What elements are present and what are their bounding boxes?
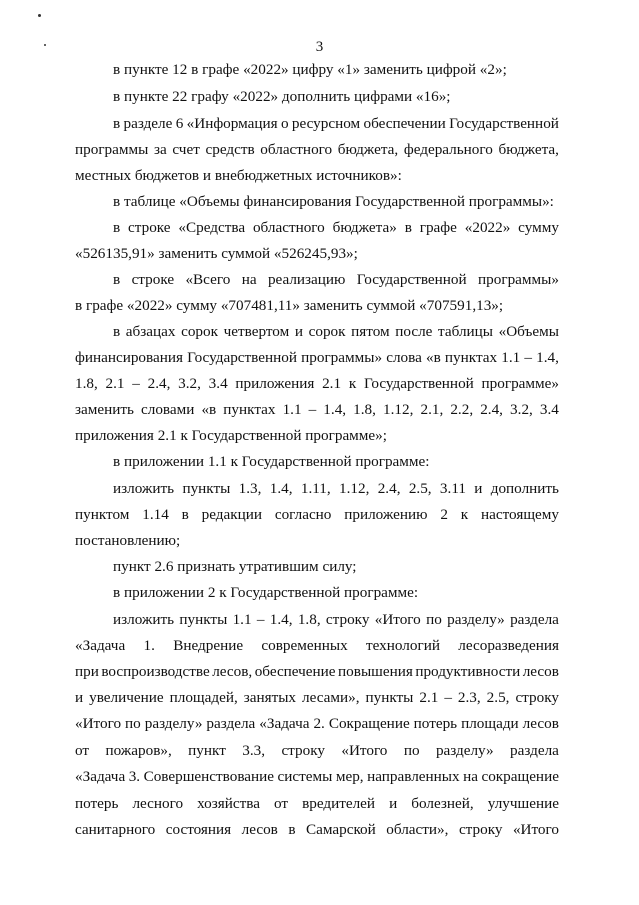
word: строке bbox=[128, 219, 171, 236]
word: после bbox=[395, 323, 433, 340]
word: разделе bbox=[123, 115, 173, 132]
word: 2 bbox=[440, 506, 448, 523]
word: 3.11 bbox=[439, 480, 466, 497]
word: 6 bbox=[175, 115, 184, 132]
text-line: в таблице «Объемы финансирования Государственной программы»: bbox=[113, 193, 554, 210]
word: раздела bbox=[510, 611, 559, 628]
word: в bbox=[113, 271, 121, 288]
word: к bbox=[348, 375, 357, 392]
text-line-justified bbox=[75, 141, 559, 159]
word: увеличение bbox=[89, 689, 164, 706]
word: – bbox=[524, 349, 532, 366]
word: от bbox=[273, 795, 289, 812]
text-line-justified bbox=[113, 219, 559, 237]
word: 1.12, bbox=[383, 401, 414, 418]
text-line: «526135,91» заменить суммой «526245,93»; bbox=[75, 245, 358, 262]
text-line-justified bbox=[75, 768, 559, 786]
word: 1.14 bbox=[142, 506, 169, 523]
word: областного bbox=[260, 141, 333, 158]
word: современных bbox=[261, 637, 348, 654]
word: 1.12, bbox=[339, 480, 370, 497]
word: программы» bbox=[301, 349, 383, 366]
word: в bbox=[113, 219, 121, 236]
page-number: 3 bbox=[315, 39, 324, 55]
word: пункты bbox=[365, 689, 414, 706]
word: «2022» bbox=[464, 219, 511, 236]
word: направленных bbox=[367, 768, 460, 785]
word: обеспечении bbox=[363, 115, 446, 132]
text-line-justified bbox=[113, 611, 559, 629]
word: 1.4, bbox=[323, 401, 347, 418]
text-line-justified bbox=[75, 349, 559, 367]
word: – bbox=[308, 401, 317, 418]
word: «Итого bbox=[75, 715, 122, 732]
word: 1.1 bbox=[232, 611, 252, 628]
word: санитарного bbox=[75, 821, 156, 838]
word: 2.4, bbox=[480, 401, 503, 418]
word: 2.3, bbox=[457, 689, 481, 706]
word: вредителей bbox=[302, 795, 376, 812]
word: 1.4, bbox=[269, 480, 293, 497]
word: 1.4, bbox=[269, 611, 293, 628]
word: реализацию bbox=[267, 271, 346, 288]
word: разделу» bbox=[435, 742, 494, 759]
word: 3. bbox=[128, 768, 141, 785]
text-line: местных бюджетов и внебюджетных источников»: bbox=[75, 167, 402, 184]
word: программе» bbox=[481, 375, 559, 392]
word: по bbox=[125, 715, 141, 732]
word: 1.11, bbox=[300, 480, 331, 497]
word: 3.4 bbox=[208, 375, 228, 392]
word: 1.1 bbox=[501, 349, 521, 366]
word: средств bbox=[205, 141, 255, 158]
word: 2.5, bbox=[408, 480, 432, 497]
word: «Средства bbox=[178, 219, 246, 236]
word: словами bbox=[141, 401, 195, 418]
word: сорок bbox=[308, 323, 346, 340]
word: ресурсном bbox=[291, 115, 361, 132]
word: лесоразведения bbox=[458, 637, 559, 654]
word: Внедрение bbox=[173, 637, 244, 654]
word: к bbox=[460, 506, 469, 523]
word: при bbox=[75, 663, 99, 680]
word: на bbox=[463, 768, 478, 785]
word: занятых bbox=[243, 689, 297, 706]
word: и bbox=[75, 689, 84, 706]
word: 1.4, bbox=[536, 349, 559, 366]
word: лесов bbox=[522, 715, 559, 732]
word: в bbox=[404, 219, 412, 236]
word: лесов bbox=[241, 821, 278, 838]
word: 1. bbox=[143, 637, 155, 654]
text-line-justified bbox=[75, 795, 559, 813]
word: «Итого bbox=[512, 821, 559, 838]
word: лесов bbox=[522, 663, 559, 680]
text-line: пункт 2.6 признать утратившим силу; bbox=[113, 558, 357, 575]
text-line-justified bbox=[75, 742, 559, 760]
word: приложению bbox=[344, 506, 428, 523]
text-line-justified bbox=[113, 480, 559, 498]
word: 2.1, bbox=[420, 401, 444, 418]
word: бюджета, bbox=[337, 141, 399, 158]
word: 2.1 bbox=[105, 375, 125, 392]
word: сокращение bbox=[481, 768, 559, 785]
word: изложить bbox=[113, 611, 175, 628]
word: пунктах bbox=[223, 401, 276, 418]
word: повышения bbox=[338, 663, 413, 680]
text-line-justified bbox=[75, 663, 559, 681]
word: «Итого bbox=[341, 742, 388, 759]
word: 3.4 bbox=[539, 401, 559, 418]
word: в bbox=[113, 115, 121, 132]
word: от bbox=[75, 742, 90, 759]
word: «Задача bbox=[75, 637, 126, 654]
word: лесов, bbox=[212, 663, 253, 680]
word: пунктах bbox=[444, 349, 498, 366]
word: 2.1 bbox=[419, 689, 439, 706]
word: федерального bbox=[403, 141, 493, 158]
scan-speck bbox=[38, 14, 41, 17]
word: областного bbox=[252, 219, 325, 236]
word: 3.2, bbox=[510, 401, 533, 418]
word: мер, bbox=[335, 768, 364, 785]
word: «Информация bbox=[186, 115, 278, 132]
word: по bbox=[403, 742, 420, 759]
word: 1.8, bbox=[75, 375, 98, 392]
word: технологий bbox=[366, 637, 440, 654]
word: 3.2, bbox=[178, 375, 201, 392]
word: 3.3, bbox=[242, 742, 266, 759]
word: четвертом bbox=[223, 323, 290, 340]
word: за bbox=[153, 141, 167, 158]
word: дополнить bbox=[490, 480, 559, 497]
word: счет bbox=[172, 141, 200, 158]
word: болезней, bbox=[411, 795, 474, 812]
text-line-justified bbox=[113, 271, 559, 289]
word: пятом bbox=[351, 323, 390, 340]
text-line: в приложении 2 к Государственной программе: bbox=[113, 584, 419, 601]
word: состояния bbox=[165, 821, 232, 838]
word: пожаров», bbox=[105, 742, 172, 759]
word: таблицы bbox=[438, 323, 493, 340]
word: разделу» bbox=[447, 611, 505, 628]
word: 2. bbox=[313, 715, 325, 732]
word: слова bbox=[386, 349, 422, 366]
word: «Итого bbox=[374, 611, 421, 628]
word: строку bbox=[281, 742, 325, 759]
word: «в bbox=[426, 349, 441, 366]
word: Самарской bbox=[306, 821, 376, 838]
word: «Всего bbox=[185, 271, 231, 288]
word: настоящему bbox=[480, 506, 559, 523]
word: потерь bbox=[75, 795, 119, 812]
word: абзацах bbox=[125, 323, 176, 340]
word: изложить bbox=[113, 480, 175, 497]
text-line: в пункте 12 в графе «2022» цифру «1» заменить цифрой «2»; bbox=[113, 61, 507, 78]
word: «Задача bbox=[259, 715, 310, 732]
word: площади bbox=[461, 715, 519, 732]
word: области», bbox=[386, 821, 449, 838]
text-line: в приложении 1.1 к Государственной программе: bbox=[113, 453, 430, 470]
word: 2.4, bbox=[377, 480, 401, 497]
word: бюджета» bbox=[332, 219, 397, 236]
word: в bbox=[288, 821, 296, 838]
word: графе bbox=[419, 219, 457, 236]
word: Государственной bbox=[449, 115, 559, 132]
word: Сокращение bbox=[328, 715, 410, 732]
word: Совершенствование bbox=[143, 768, 275, 785]
word: в bbox=[113, 323, 121, 340]
text-line-justified bbox=[75, 375, 559, 393]
word: «Объемы bbox=[498, 323, 559, 340]
word: лесного bbox=[132, 795, 184, 812]
word: 2.5, bbox=[486, 689, 510, 706]
word: 2.2, bbox=[450, 401, 474, 418]
text-line-justified bbox=[113, 115, 559, 133]
text-line: в пункте 22 графу «2022» дополнить цифрами «16»; bbox=[113, 88, 451, 105]
word: редакции bbox=[201, 506, 262, 523]
word: продуктивности bbox=[415, 663, 521, 680]
word: Государственной bbox=[363, 375, 474, 392]
word: раздела bbox=[206, 715, 256, 732]
word: финансирования bbox=[75, 349, 183, 366]
word: бюджета, bbox=[498, 141, 559, 158]
word: строку bbox=[515, 689, 559, 706]
word: «в bbox=[201, 401, 217, 418]
word: согласно bbox=[274, 506, 332, 523]
text-line-justified bbox=[75, 689, 559, 707]
word: Государственной bbox=[356, 271, 467, 288]
word: Государственной bbox=[187, 349, 297, 366]
word: в bbox=[181, 506, 189, 523]
text-line-justified bbox=[75, 637, 559, 655]
word: строку bbox=[458, 821, 503, 838]
word: заменить bbox=[75, 401, 134, 418]
text-line-justified bbox=[75, 506, 559, 524]
text-line-justified bbox=[113, 323, 559, 341]
word: системы bbox=[277, 768, 333, 785]
word: разделу» bbox=[144, 715, 203, 732]
word: хозяйства bbox=[197, 795, 260, 812]
word: – bbox=[256, 611, 265, 628]
word: 1.8, bbox=[353, 401, 376, 418]
word: воспроизводстве bbox=[101, 663, 210, 680]
word: раздела bbox=[510, 742, 559, 759]
text-line: постановлению; bbox=[75, 532, 181, 549]
word: улучшение bbox=[487, 795, 559, 812]
text-line-justified bbox=[75, 401, 559, 419]
word: программы» bbox=[478, 271, 559, 288]
word: строке bbox=[131, 271, 175, 288]
word: приложения bbox=[235, 375, 315, 392]
word: – bbox=[444, 689, 452, 706]
text-line-justified bbox=[75, 715, 559, 733]
word: по bbox=[426, 611, 442, 628]
text-line: приложения 2.1 к Государственной программе»; bbox=[75, 427, 387, 444]
word: пункты bbox=[179, 611, 228, 628]
word: сумму bbox=[518, 219, 559, 236]
word: «Задача bbox=[75, 768, 126, 785]
word: площадей, bbox=[169, 689, 238, 706]
word: обеспечение bbox=[254, 663, 336, 680]
word: и bbox=[294, 323, 303, 340]
word: 1.3, bbox=[238, 480, 262, 497]
word: 2.1 bbox=[322, 375, 342, 392]
word: сорок bbox=[181, 323, 218, 340]
text-line: в графе «2022» сумму «707481,11» заменить суммой «707591,13»; bbox=[75, 297, 504, 314]
word: потерь bbox=[413, 715, 458, 732]
word: программы bbox=[75, 141, 149, 158]
word: 1.8, bbox=[297, 611, 321, 628]
text-line-justified bbox=[75, 821, 559, 839]
word: и bbox=[474, 480, 483, 497]
word: о bbox=[280, 115, 289, 132]
word: строку bbox=[325, 611, 370, 628]
word: лесами», bbox=[302, 689, 360, 706]
word: и bbox=[389, 795, 398, 812]
word: – bbox=[132, 375, 140, 392]
word: пунктом bbox=[75, 506, 130, 523]
word: 2.4, bbox=[147, 375, 171, 392]
word: пункты bbox=[182, 480, 231, 497]
word: пункт bbox=[188, 742, 226, 759]
word: на bbox=[241, 271, 257, 288]
word: 1.1 bbox=[282, 401, 302, 418]
